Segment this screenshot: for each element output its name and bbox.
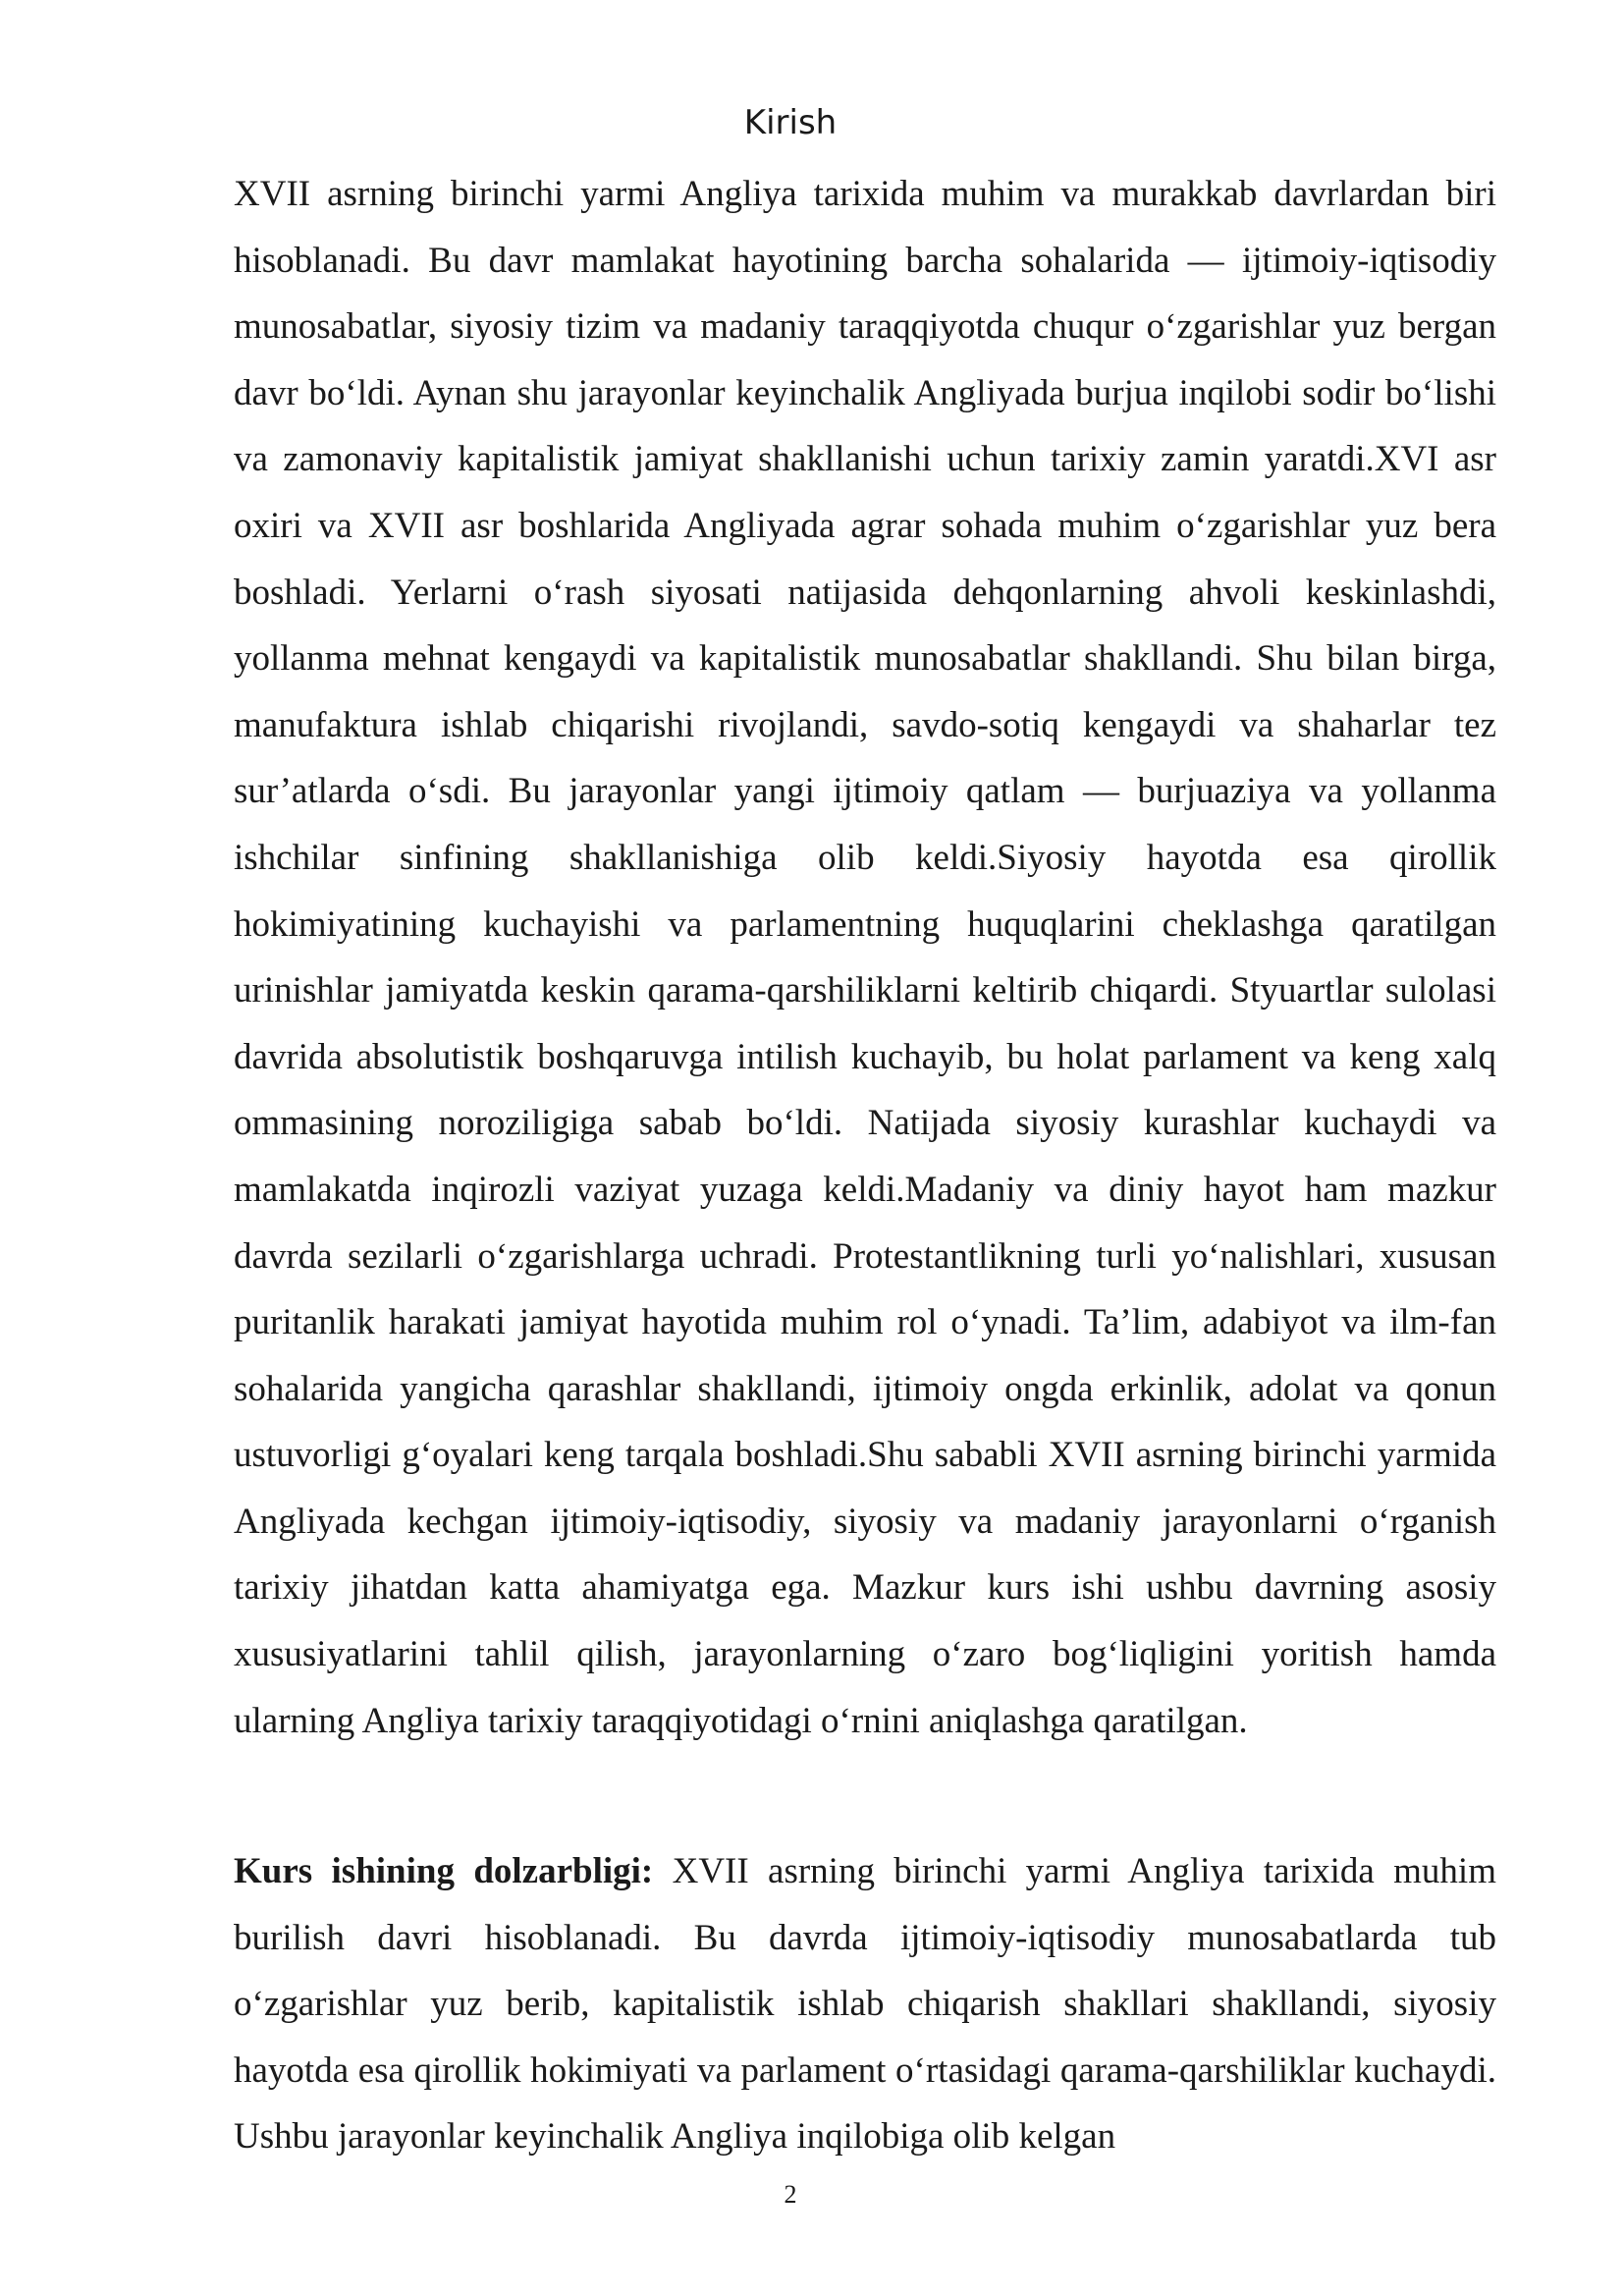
page-number: 2 bbox=[784, 2180, 797, 2209]
section-heading: Kirish bbox=[743, 103, 838, 142]
intro-paragraph: XVII asrning birinchi yarmi Angliya tarixida muhim va murakkab davrlardan biri hisoblanadi. Bu davr mamlakat hayotining barcha sohalarida — ijtimoiy-iqtisodiy munosabatlar, siyosiy tizim va madaniy taraqqiyotda chuqur o‘zgarishlar yuz bergan davr bo‘ldi. Aynan shu jarayonlar keyinchalik Angliyada burjua inqilobi sodir bo‘lishi va zamonaviy kapitalistik jamiyat shakllanishi uchun tarixiy zamin yaratdi.XVI asr oxiri va XVII asr boshlarida Angliyada agrar sohada muhim o‘zgarishlar yuz bera boshladi. Yerlarni o‘rash siyosati natijasida dehqonlarning ahvoli keskinlashdi, yollanma mehnat kengaydi va kapitalistik munosabatlar shakllandi. Shu bilan birga, manufaktura ishlab chiqarishi rivojlandi, savdo-sotiq kengaydi va shaharlar tez sur’atlarda o‘sdi. Bu jarayonlar yangi ijtimoiy qatlam — burjuaziya va yollanma ishchilar sinfining shakllanishiga olib keldi.Siyosiy hayotda esa qirollik hokimiyatining kuchayishi va parlamentning huquqlarini cheklashga qaratilgan urinishlar jamiyatda keskin qarama-qarshiliklarni keltirib chiqardi. Styuartlar sulolasi davrida absolutistik boshqaruvga intilish kuchayib, bu holat parlament va keng xalq ommasining noroziligiga sabab bo‘ldi. Natijada siyosiy kurashlar kuchaydi va mamlakatda inqirozli vaziyat yuzaga keldi.Madaniy va diniy hayot ham mazkur davrda sezilarli o‘zgarishlarga uchradi. Protestantlikning turli yo‘nalishlari, xususan puritanlik harakati jamiyat hayotida muhim rol o‘ynadi. Ta’lim, adabiyot va ilm-fan sohalarida yangicha qarashlar shakllandi, ijtimoiy ongda erkinlik, adolat va qonun ustuvorligi g‘oyalari keng tarqala boshladi.Shu sababli XVII asrning birinchi yarmida Angliyada kechgan ijtimoiy-iqtisodiy, siyosiy va madaniy jarayonlarni o‘rganish tarixiy jihatdan katta ahamiyatga ega. Mazkur kurs ishi ushbu davrning asosiy xususiyatlarini tahlil qilish, jarayonlarning o‘zaro bog‘liqligini yoritish hamda ularning Angliya tarixiy taraqqiyotidagi o‘rnini aniqlashga qaratilgan. bbox=[234, 174, 1496, 1741]
relevance-lead: Kurs ishining dolzarbligi: bbox=[234, 1851, 654, 1891]
relevance-paragraph bbox=[234, 1838, 1496, 2170]
relevance-text: XVII asrning birinchi yarmi Angliya tarixida muhim burilish davri hisoblanadi. Bu davrda ijtimoiy-iqtisodiy munosabatlarda tub o‘zgarishlar yuz berib, kapitalistik ishlab chiqarish shakllari shakllandi, siyosiy hayotda esa qirollik hokimiyati va parlament o‘rtasidagi qarama-qarshiliklar kuchaydi. Ushbu jarayonlar keyinchalik Angliya inqilobiga olib kelgan bbox=[234, 1851, 1496, 2158]
